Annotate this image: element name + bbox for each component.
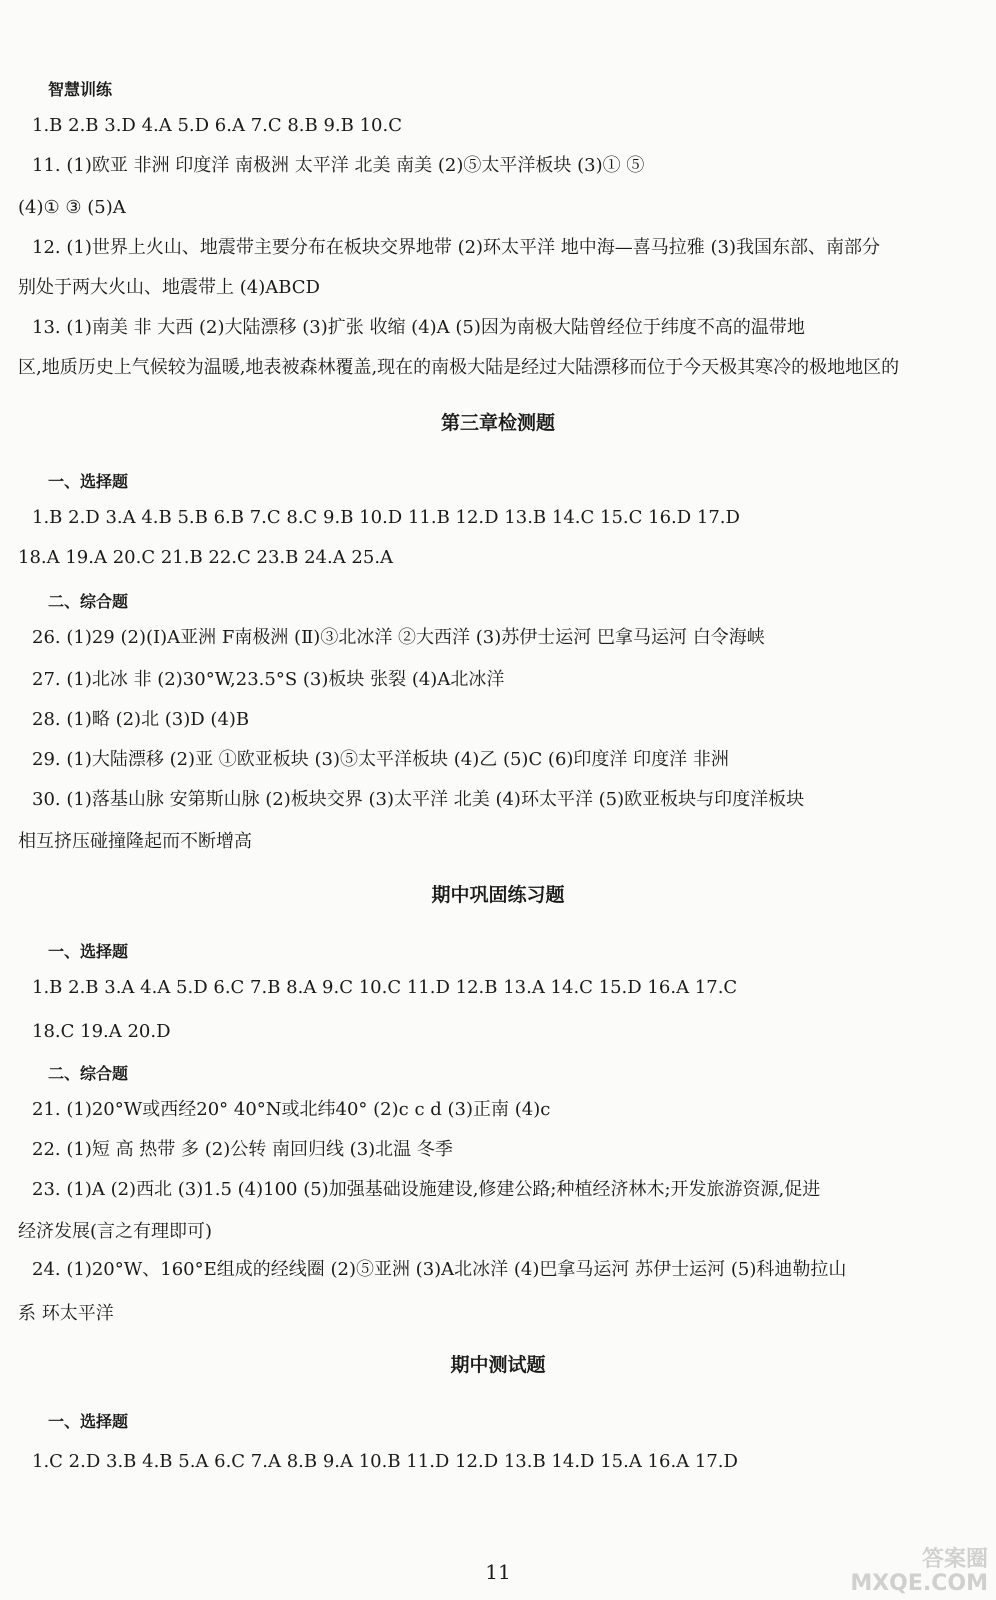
answer-line: 22. (1)短 高 热带 多 (2)公转 南回归线 (3)北温 冬季	[32, 1139, 453, 1160]
part-label: 二、综合题	[48, 1064, 129, 1083]
part-label: 一、选择题	[48, 472, 129, 491]
answer-line: 12. (1)世界上火山、地震带主要分布在板块交界地带 (2)环太平洋 地中海—喜马拉雅 (3)我国东部、南部分	[32, 237, 880, 258]
watermark-text: 答案圈	[921, 1547, 988, 1572]
answer-line: 系 环太平洋	[18, 1303, 114, 1324]
answer-line: 1.C 2.D 3.B 4.B 5.A 6.C 7.A 8.B 9.A 10.B 11.D 12.D 13.B 14.D 15.A 16.A 17.D	[32, 1451, 738, 1472]
answer-line: 21. (1)20°W或西经20° 40°N或北纬40° (2)c c d (3)正南 (4)c	[32, 1099, 551, 1120]
answer-line: 23. (1)A (2)西北 (3)1.5 (4)100 (5)加强基础设施建设,修建公路;种植经济林木;开发旅游资源,促进	[32, 1179, 821, 1200]
section-label-practice: 智慧训练	[48, 80, 113, 99]
answer-line: 30. (1)落基山脉 安第斯山脉 (2)板块交界 (3)太平洋 北美 (4)环太平洋 (5)欧亚板块与印度洋板块	[32, 789, 805, 810]
part-label: 一、选择题	[48, 1412, 129, 1431]
answer-line: 24. (1)20°W、160°E组成的经线圈 (2)⑤亚洲 (3)A北冰洋 (4)巴拿马运河 苏伊士运河 (5)科迪勒拉山	[32, 1259, 847, 1280]
part-label: 二、综合题	[48, 592, 129, 611]
answer-line: 28. (1)略 (2)北 (3)D (4)B	[32, 709, 250, 730]
watermark-url: MXQE.COM	[850, 1571, 988, 1596]
answer-line: 27. (1)北冰 非 (2)30°W,23.5°S (3)板块 张裂 (4)A北冰洋	[32, 669, 505, 690]
part-label: 一、选择题	[48, 942, 129, 961]
answer-line: 26. (1)29 (2)(Ⅰ)A亚洲 F南极洲 (Ⅱ)③北冰洋 ②大西洋 (3)苏伊士运河 巴拿马运河 白令海峡	[32, 627, 765, 648]
page-number: 11	[485, 1560, 511, 1584]
section-title-midterm-review: 期中巩固练习题	[431, 884, 565, 906]
answer-line: 13. (1)南美 非 大西 (2)大陆漂移 (3)扩张 收缩 (4)A (5)因为南极大陆曾经位于纬度不高的温带地	[32, 317, 805, 338]
answer-line: 1.B 2.D 3.A 4.B 5.B 6.B 7.C 8.C 9.B 10.D 11.B 12.D 13.B 14.C 15.C 16.D 17.D	[32, 507, 740, 528]
answer-line: (4)① ③ (5)A	[18, 197, 126, 218]
answer-line: 11. (1)欧亚 非洲 印度洋 南极洲 太平洋 北美 南美 (2)⑤太平洋板块 (3)① ⑤	[32, 155, 645, 176]
answer-line: 区,地质历史上气候较为温暖,地表被森林覆盖,现在的南极大陆是经过大陆漂移而位于今天极其寒冷的极地地区的	[18, 357, 900, 378]
answer-line: 别处于两大火山、地震带上 (4)ABCD	[18, 277, 320, 298]
answer-line: 经济发展(言之有理即可)	[18, 1221, 213, 1242]
answer-line: 18.C 19.A 20.D	[32, 1021, 171, 1042]
answer-line: 相互挤压碰撞隆起而不断增高	[18, 831, 252, 852]
answer-line: 1.B 2.B 3.A 4.A 5.D 6.C 7.B 8.A 9.C 10.C 11.D 12.B 13.A 14.C 15.D 16.A 17.C	[32, 977, 738, 998]
answer-line: 29. (1)大陆漂移 (2)亚 ①欧亚板块 (3)⑤太平洋板块 (4)乙 (5)C (6)印度洋 印度洋 非洲	[32, 749, 729, 770]
section-title-chapter3: 第三章检测题	[440, 412, 555, 434]
section-title-midterm-test: 期中测试题	[450, 1354, 546, 1376]
answer-line: 1.B 2.B 3.D 4.A 5.D 6.A 7.C 8.B 9.B 10.C	[32, 115, 403, 136]
answer-line: 18.A 19.A 20.C 21.B 22.C 23.B 24.A 25.A	[18, 547, 394, 568]
watermark-logo	[808, 1548, 988, 1596]
